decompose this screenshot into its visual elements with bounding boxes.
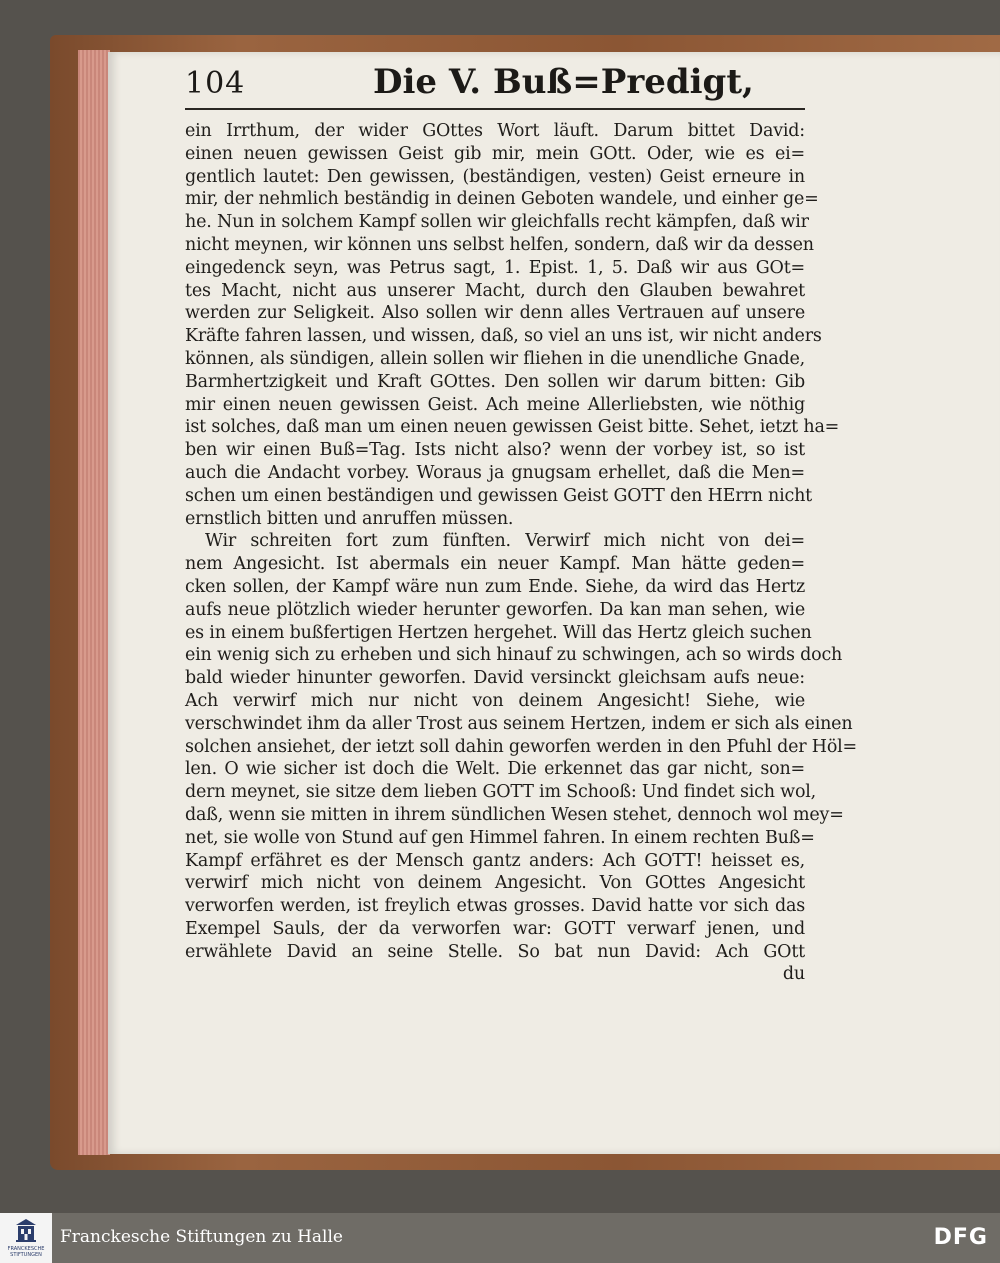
- text-line: Wir schreiten fort zum fünften. Verwirf mich nicht von dei=: [205, 531, 805, 552]
- text-line: nem Angesicht. Ist abermals ein neuer Kampf. Man hätte geden=: [185, 554, 805, 575]
- text-line: ein Irrthum, der wider GOttes Wort läuft. Darum bittet David:: [185, 121, 805, 141]
- text-line: daß, wenn sie mitten in ihrem sündlichen Wesen stehet, dennoch wol mey=: [185, 804, 844, 825]
- text-line: nicht meynen, wir können uns selbst helfen, sondern, daß wir da dessen: [185, 234, 814, 255]
- text-line: eingedenck seyn, was Petrus sagt, 1. Epist. 1, 5. Daß wir aus GOt=: [185, 257, 805, 278]
- text-line: ist solches, daß man um einen neuen gewissen Geist bitte. Sehet, ietzt ha=: [185, 417, 840, 438]
- text-line: können, als sündigen, allein sollen wir fliehen in die unendliche Gnade,: [185, 348, 805, 369]
- building-icon: [14, 1218, 38, 1244]
- text-line: ernstlich bitten und anruffen müssen.: [185, 508, 514, 529]
- text-line: len. O wie sicher ist doch die Welt. Die erkennet das gar nicht, son=: [185, 759, 805, 780]
- text-line: ein wenig sich zu erheben und sich hinauf zu schwingen, ach so wirds doch: [185, 645, 843, 666]
- header-rule: [185, 108, 805, 110]
- page-header: [185, 60, 805, 110]
- text-line: erwählete David an seine Stelle. So bat nun David: Ach GOtt: [185, 941, 805, 962]
- text-line: Kräfte fahren lassen, und wissen, daß, so viel an uns ist, wir nicht anders: [185, 326, 822, 347]
- text-line: auch die Andacht vorbey. Woraus ja gnugsam erhellet, daß die Men=: [185, 462, 805, 483]
- dfg-logo[interactable]: DFG: [933, 1225, 988, 1250]
- text-line: cken sollen, der Kampf wäre nun zum Ende. Siehe, da wird das Hertz: [185, 576, 805, 597]
- text-line: einen neuen gewissen Geist gib mir, mein GOtt. Oder, wie es ei=: [185, 143, 805, 164]
- institution-name[interactable]: Franckesche Stiftungen zu Halle: [60, 1227, 343, 1247]
- viewer-footer: [0, 1213, 1000, 1263]
- page-edges: [78, 50, 110, 1155]
- catchword: du: [782, 964, 805, 985]
- text-line: schen um einen beständigen und gewissen Geist GOTT den HErrn nicht: [185, 485, 812, 506]
- text-line: he. Nun in solchem Kampf sollen wir gleichfalls recht kämpfen, daß wir: [185, 212, 809, 233]
- text-line: gentlich lautet: Den gewissen, (beständigen, vesten) Geist erneure in: [185, 166, 805, 187]
- body-text: [185, 120, 858, 986]
- text-line: mir einen neuen gewissen Geist. Ach meine Allerliebsten, wie nöthig: [185, 394, 805, 415]
- text-line: verschwindet ihm da aller Trost aus seinem Hertzen, indem er sich als einen: [185, 713, 853, 734]
- text-line: net, sie wolle von Stund auf gen Himmel fahren. In einem rechten Buß=: [185, 827, 815, 848]
- text-line: tes Macht, nicht aus unserer Macht, durch den Glauben bewahret: [185, 280, 805, 301]
- text-line: werden zur Seligkeit. Also sollen wir denn alles Vertrauen auf unsere: [185, 303, 805, 324]
- institution-logo[interactable]: [0, 1213, 52, 1263]
- text-line: ben wir einen Buß=Tag. Ists nicht also? wenn der vorbey ist, so ist: [185, 440, 805, 461]
- logo-text: FRANCKESCHE STIFTUNGEN: [7, 1246, 45, 1258]
- text-line: Kampf erfähret es der Mensch gantz anders: Ach GOTT! heisset es,: [185, 850, 805, 871]
- text-line: Ach verwirf mich nur nicht von deinem Angesicht! Siehe, wie: [185, 690, 805, 711]
- text-line: solchen ansiehet, der ietzt soll dahin geworfen werden in den Pfuhl der Höl=: [185, 736, 858, 757]
- text-line: verworfen werden, ist freylich etwas grosses. David hatte vor sich das: [185, 896, 805, 917]
- text-line: bald wieder hinunter geworfen. David versinckt gleichsam aufs neue:: [185, 668, 805, 689]
- text-line: Barmhertzigkeit und Kraft GOttes. Den sollen wir darum bitten: Gib: [185, 371, 805, 392]
- text-line: dern meynet, sie sitze dem lieben GOTT im Schooß: Und findet sich wol,: [185, 782, 817, 803]
- text-line: es in einem bußfertigen Hertzen hergehet. Will das Hertz gleich suchen: [185, 622, 812, 643]
- running-title: Die V. Buß=Predigt,: [373, 62, 754, 102]
- page-number: 104: [185, 66, 246, 101]
- text-line: aufs neue plötzlich wieder herunter geworfen. Da kan man sehen, wie: [185, 599, 805, 620]
- text-line: verwirf mich nicht von deinem Angesicht. Von GOttes Angesicht: [185, 873, 805, 894]
- text-line: Exempel Sauls, der da verworfen war: GOTT verwarf jenen, und: [185, 918, 805, 939]
- text-line: mir, der nehmlich beständig in deinen Geboten wandele, und einher ge=: [185, 189, 819, 210]
